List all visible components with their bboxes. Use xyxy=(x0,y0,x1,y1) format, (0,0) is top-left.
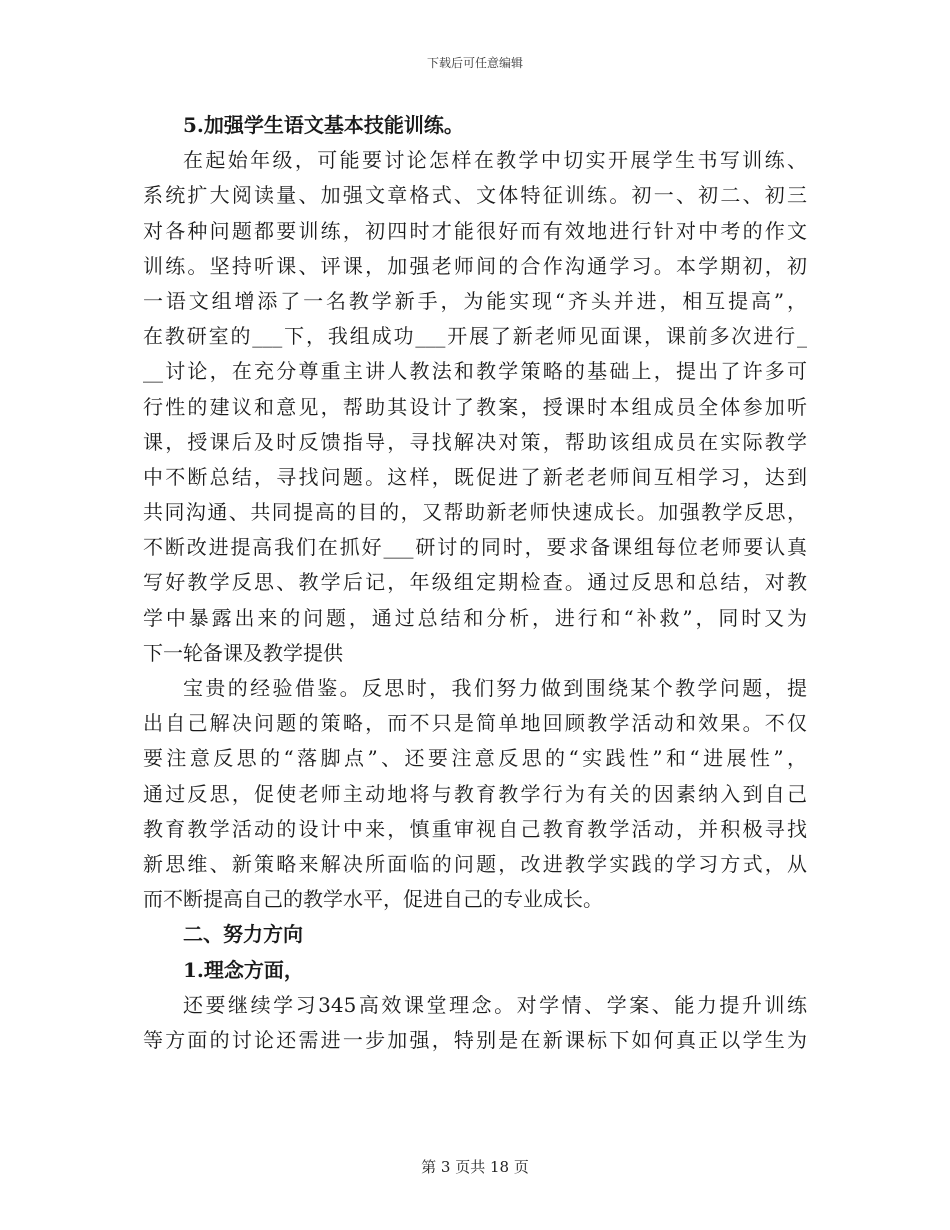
body-text-line: 写好教学反思、教学后记，年级组定期检查。通过反思和总结，对教 xyxy=(143,570,807,595)
body-text-line: 而不断提高自己的教学水平，促进自己的专业成长。 xyxy=(143,887,603,912)
body-text-line: 一语文组增添了一名教学新手，为能实现“齐头并进，相互提高”， xyxy=(143,288,807,313)
body-text-line: 新思维、新策略来解决所面临的问题，改进教学实践的学习方式，从 xyxy=(143,851,807,876)
body-text-line: 宝贵的经验借鉴。反思时，我们努力做到围绕某个教学问题，提 xyxy=(183,676,807,700)
body-text-line: 不断改进提高我们在抓好___研讨的同时，要求备课组每位老师要认真 xyxy=(143,535,807,560)
section-heading: 二、努力方向 xyxy=(183,922,303,947)
body-text-line: 中不断总结，寻找问题。这样，既促进了新老老师间互相学习，达到 xyxy=(143,464,807,489)
section-heading: 1.理念方面， xyxy=(183,957,304,982)
body-text-line: __讨论，在充分尊重主讲人教法和教学策略的基础上，提出了许多可 xyxy=(143,359,807,384)
body-text-line: 在起始年级，可能要讨论怎样在教学中切实开展学生书写训练、 xyxy=(183,148,807,173)
page-header: 下载后可任意编辑 xyxy=(426,56,523,70)
body-text-line: 训练。坚持听课、评课，加强老师间的合作沟通学习。本学期初，初 xyxy=(143,253,807,278)
page-footer: 第 3 页共 18 页 xyxy=(421,1158,529,1176)
body-text-line: 学中暴露出来的问题，通过总结和分析，进行和“补救”，同时又为 xyxy=(143,605,807,630)
document-body xyxy=(143,108,807,1058)
body-text-line: 行性的建议和意见，帮助其设计了教案，授课时本组成员全体参加听 xyxy=(143,394,807,419)
body-text-line: 在教研室的___下，我组成功___开展了新老师见面课，课前多次进行_ xyxy=(143,324,807,349)
body-text-line: 教育教学活动的设计中来，慎重审视自己教育教学活动，并积极寻找 xyxy=(143,816,807,841)
body-text-line: 要注意反思的“落脚点”、还要注意反思的“实践性”和“进展性”， xyxy=(143,746,807,771)
body-text-line: 还要继续学习345高效课堂理念。对学情、学案、能力提升训练 xyxy=(183,992,807,1017)
body-text-line: 出自己解决问题的策略，而不只是简单地回顾教学活动和效果。不仅 xyxy=(143,711,807,736)
body-text-line: 通过反思，促使老师主动地将与教育教学行为有关的因素纳入到自己 xyxy=(143,781,807,806)
body-text-line: 对各种问题都要训练，初四时才能很好而有效地进行针对中考的作文 xyxy=(143,218,807,243)
body-text-line: 系统扩大阅读量、加强文章格式、文体特征训练。初一、初二、初三 xyxy=(143,183,807,208)
body-text-line: 下一轮备课及教学提供 xyxy=(143,640,343,665)
body-text-line: 共同沟通、共同提高的目的，又帮助新老师快速成长。加强教学反思， xyxy=(143,500,807,525)
body-text-line: 课，授课后及时反馈指导，寻找解决对策，帮助该组成员在实际教学 xyxy=(143,429,807,454)
body-text-line: 等方面的讨论还需进一步加强，特别是在新课标下如何真正以学生为 xyxy=(143,1027,807,1052)
section-heading: 5.加强学生语文基本技能训练。 xyxy=(183,113,464,137)
